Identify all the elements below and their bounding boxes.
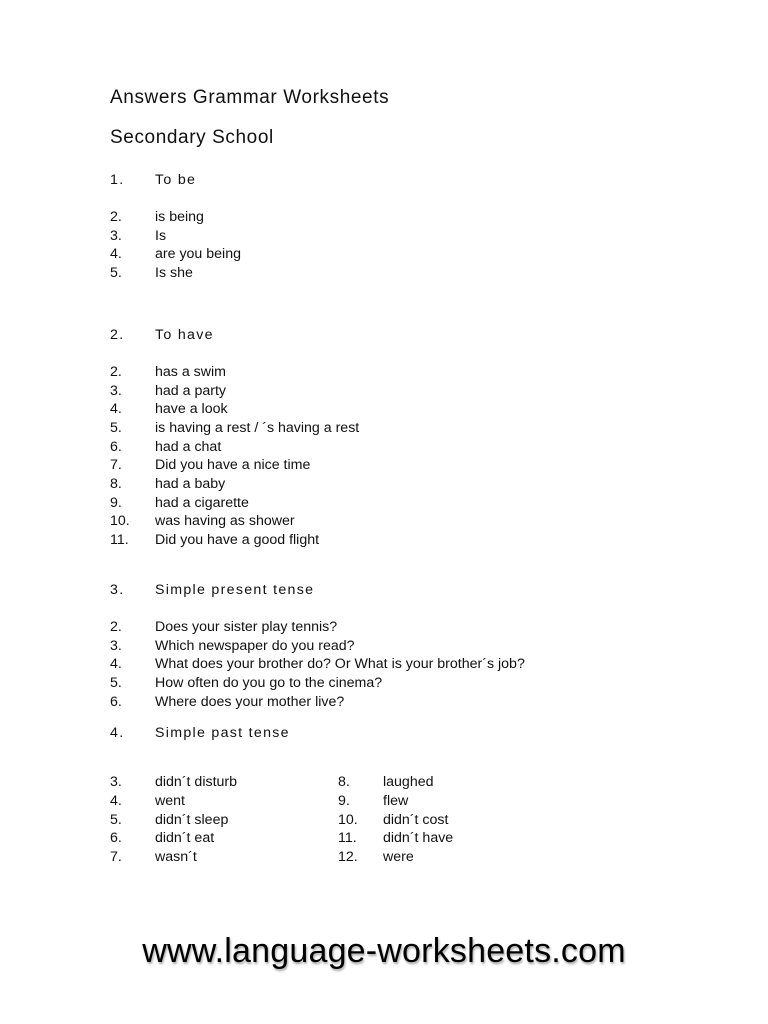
section-title: To be bbox=[155, 172, 197, 188]
item-answer: Is she bbox=[155, 265, 193, 281]
item-number: 2. bbox=[110, 364, 122, 380]
item-answer: How often do you go to the cinema? bbox=[155, 675, 383, 691]
item-answer: Where does your mother live? bbox=[155, 694, 345, 710]
item-answer: Is bbox=[155, 228, 167, 244]
item-number: 8. bbox=[338, 774, 350, 790]
section-number: 1. bbox=[110, 172, 125, 188]
item-answer: has a swim bbox=[155, 364, 226, 380]
item-number: 5. bbox=[110, 420, 122, 436]
item-number: 10. bbox=[338, 812, 358, 828]
item-answer: What does your brother do? Or What is your brother´s job? bbox=[155, 656, 525, 672]
item-answer: laughed bbox=[383, 774, 434, 790]
item-number: 4. bbox=[110, 246, 122, 262]
item-number: 3. bbox=[110, 383, 122, 399]
section-number: 4. bbox=[110, 725, 125, 741]
item-number: 3. bbox=[110, 774, 122, 790]
document-subtitle: Secondary School bbox=[110, 127, 274, 148]
document-title: Answers Grammar Worksheets bbox=[110, 87, 390, 108]
item-number: 11. bbox=[110, 532, 129, 548]
item-answer: wasn´t bbox=[155, 849, 197, 865]
item-number: 10. bbox=[110, 513, 130, 529]
item-number: 2. bbox=[110, 209, 122, 225]
item-answer: didn´t eat bbox=[155, 830, 215, 846]
item-answer: had a party bbox=[155, 383, 226, 399]
item-number: 4. bbox=[110, 793, 122, 809]
item-answer: have a look bbox=[155, 401, 228, 417]
item-number: 12. bbox=[338, 849, 358, 865]
item-number: 5. bbox=[110, 675, 122, 691]
item-number: 3. bbox=[110, 228, 122, 244]
item-answer: didn´t have bbox=[383, 830, 454, 846]
item-answer: Does your sister play tennis? bbox=[155, 619, 338, 635]
section-title: Simple past tense bbox=[155, 725, 290, 741]
section-number: 3. bbox=[110, 582, 125, 598]
item-number: 6. bbox=[110, 694, 122, 710]
item-number: 7. bbox=[110, 457, 122, 473]
item-answer: didn´t sleep bbox=[155, 812, 229, 828]
item-number: 4. bbox=[110, 401, 122, 417]
item-number: 11. bbox=[338, 830, 357, 846]
item-answer: Did you have a good flight bbox=[155, 532, 320, 548]
item-answer: went bbox=[155, 793, 185, 809]
item-number: 8. bbox=[110, 476, 122, 492]
item-answer: didn´t cost bbox=[383, 812, 449, 828]
item-number: 7. bbox=[110, 849, 122, 865]
item-number: 6. bbox=[110, 830, 122, 846]
item-number: 9. bbox=[338, 793, 350, 809]
item-answer: were bbox=[383, 849, 414, 865]
item-answer: Did you have a nice time bbox=[155, 457, 311, 473]
section-number: 2. bbox=[110, 327, 125, 343]
item-answer: Which newspaper do you read? bbox=[155, 638, 355, 654]
website-footer-link[interactable]: www.language-worksheets.com bbox=[142, 932, 626, 970]
item-answer: was having as shower bbox=[155, 513, 295, 529]
item-answer: had a cigarette bbox=[155, 495, 249, 511]
item-number: 6. bbox=[110, 439, 122, 455]
item-answer: had a baby bbox=[155, 476, 226, 492]
item-answer: had a chat bbox=[155, 439, 222, 455]
item-number: 9. bbox=[110, 495, 122, 511]
item-answer: are you being bbox=[155, 246, 241, 262]
item-number: 2. bbox=[110, 619, 122, 635]
section-title: Simple present tense bbox=[155, 582, 315, 598]
item-number: 3. bbox=[110, 638, 122, 654]
item-answer: is being bbox=[155, 209, 204, 225]
item-answer: flew bbox=[383, 793, 409, 809]
item-answer: is having a rest / ´s having a rest bbox=[155, 420, 360, 436]
item-answer: didn´t disturb bbox=[155, 774, 238, 790]
item-number: 4. bbox=[110, 656, 122, 672]
item-number: 5. bbox=[110, 812, 122, 828]
section-title: To have bbox=[155, 327, 214, 343]
item-number: 5. bbox=[110, 265, 122, 281]
